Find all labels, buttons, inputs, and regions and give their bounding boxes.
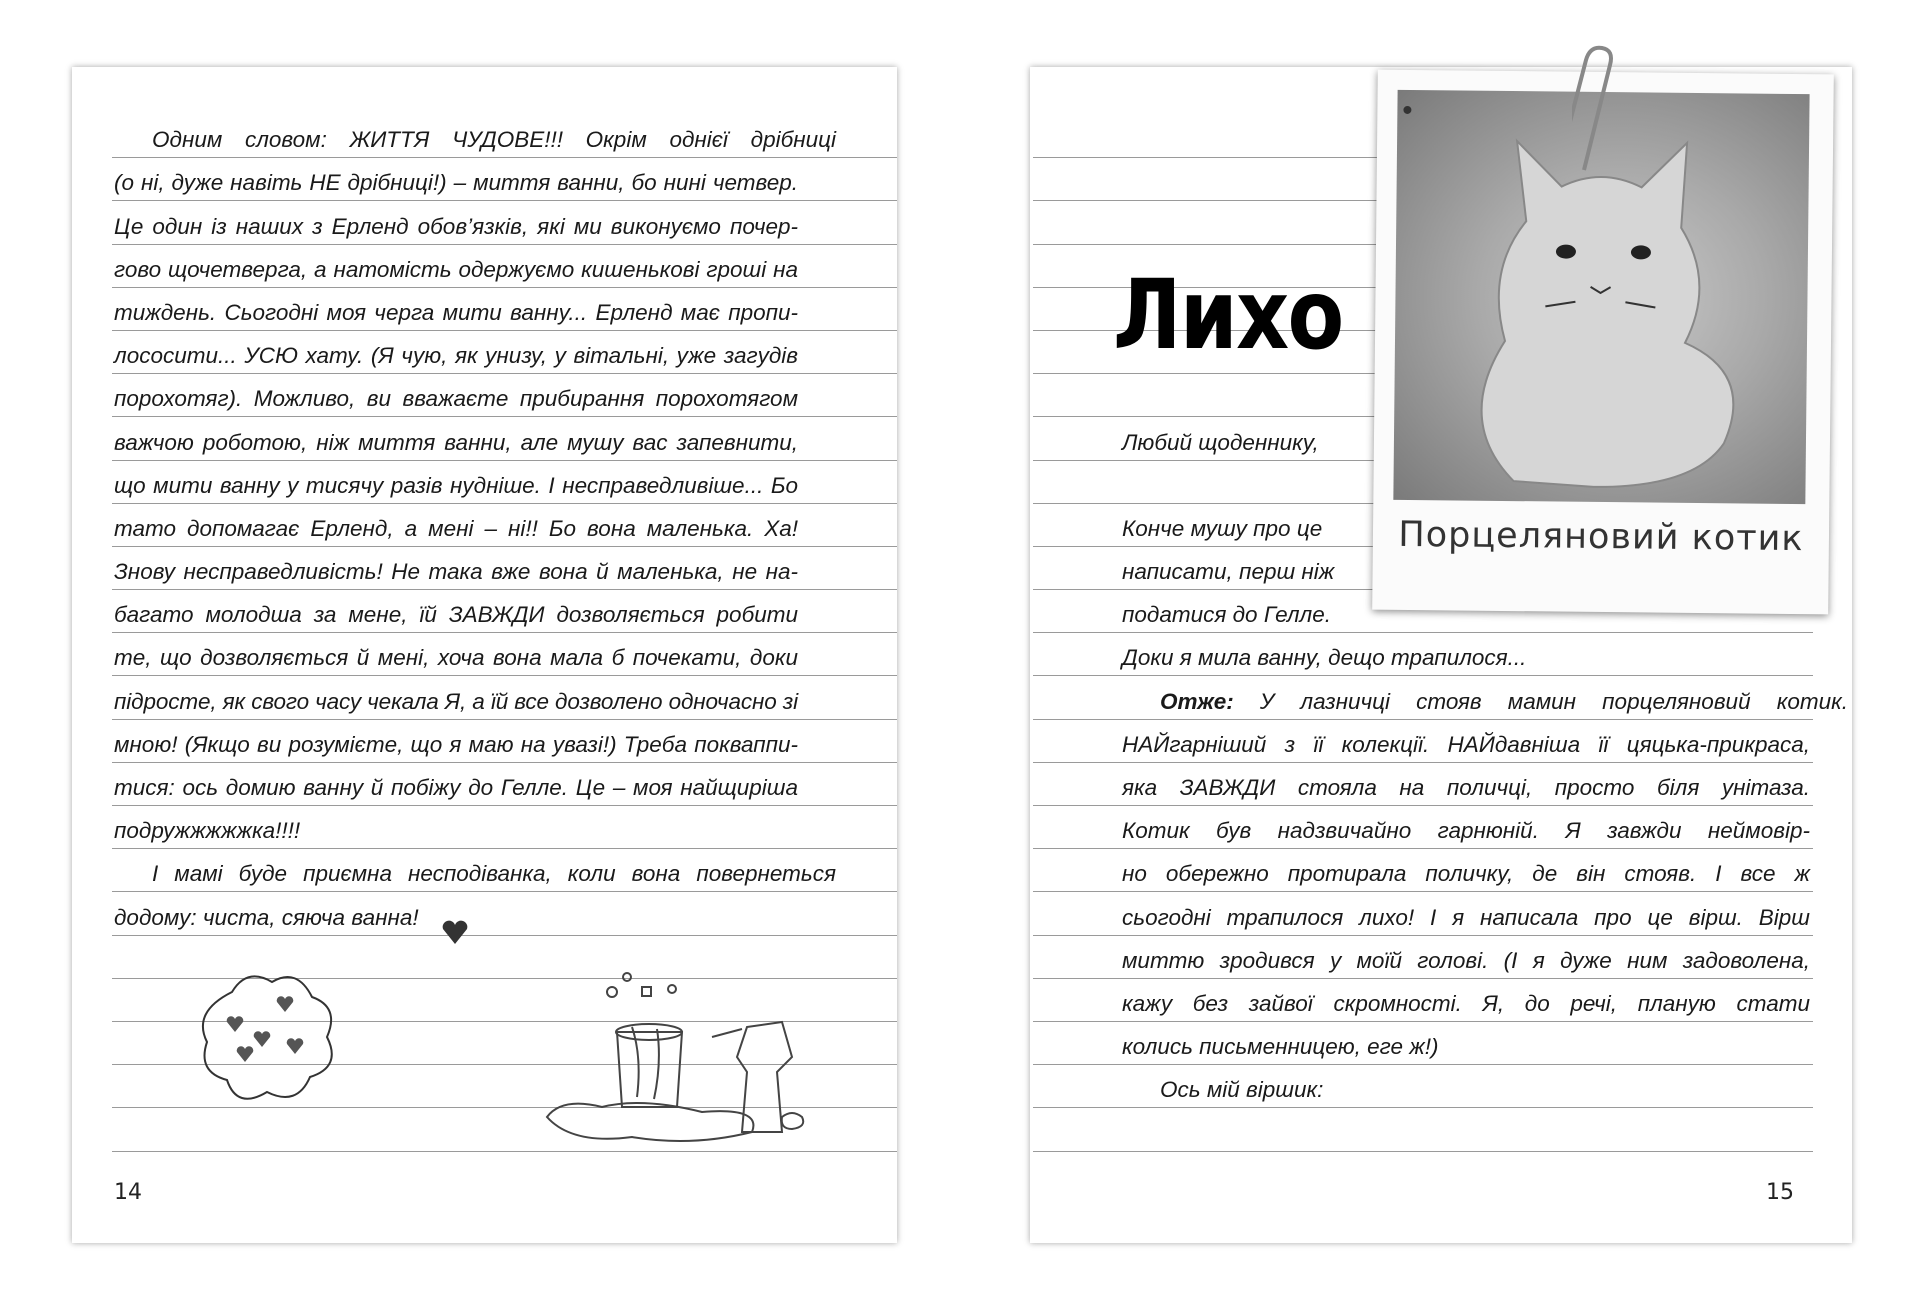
line-text: те, що дозволяється й мені, хоча вона мала б почекати, доки — [114, 645, 798, 671]
text-line — [114, 558, 798, 586]
text-line — [1122, 860, 1810, 888]
line-text: кажу без зайвої скромності. Я, до речі, планую стати — [1122, 990, 1810, 1016]
text-line — [114, 385, 798, 413]
line-text: но обережно протирала поличку, де він стояв. І все ж — [1122, 861, 1810, 887]
line-text: додому: чиста, сяюча ванна! — [114, 904, 419, 930]
text-line-content — [1122, 1034, 1439, 1059]
ruled-line — [112, 417, 897, 460]
line-text: миттю зродився у моїй голові. (І я дуже ним задоволена, — [1122, 947, 1810, 973]
text-line-content — [114, 257, 798, 282]
text-line-content — [114, 559, 798, 584]
text-line — [114, 860, 836, 888]
line-text: Конче мушу про це — [1122, 515, 1323, 541]
ruled-line — [1033, 806, 1813, 849]
text-line — [1122, 644, 1526, 672]
line-text: написати, перш ніж — [1122, 559, 1335, 585]
line-text: сьогодні трапилося лихо! І я написала про це вірш. Вірш — [1122, 904, 1810, 930]
line-text: подружжжжжка!!!! — [114, 818, 301, 844]
line-text: колись письменницею, еге ж!) — [1122, 1034, 1439, 1060]
ruled-line — [112, 115, 897, 158]
ruled-line — [112, 461, 897, 504]
text-line-content — [1122, 732, 1810, 757]
ruled-line — [112, 331, 897, 374]
line-text: податися до Гелле. — [1122, 602, 1331, 628]
text-line — [1122, 947, 1810, 975]
line-text: мною! (Якщо ви розумієте, що я маю на увазі!) Треба покваппи- — [114, 731, 798, 757]
line-text: лососити... УСЮ хату. (Я чую, як унизу, у вітальні, уже загудів — [114, 343, 798, 369]
text-line-content — [152, 127, 836, 152]
line-text: У лазничці стояв мамин порцеляновий котик. — [1233, 688, 1848, 714]
ruled-line — [112, 590, 897, 633]
text-line-content — [114, 689, 798, 714]
ruled-line — [1033, 1065, 1813, 1108]
text-line — [1122, 774, 1810, 802]
text-line — [1122, 601, 1331, 629]
line-text: НАЙгарніший з її колекції. НАЙдавніша її цяцька-прикраса, — [1122, 731, 1810, 757]
text-line-content — [1122, 645, 1526, 670]
ruled-line — [112, 158, 897, 201]
text-line-content — [114, 214, 798, 239]
text-line — [1122, 990, 1810, 1018]
text-line-content — [114, 602, 798, 627]
text-line — [1122, 1076, 1323, 1104]
text-line — [114, 904, 419, 932]
line-text: що мити ванну у тисячу разів нудніше. І несправедливіше... Бо — [114, 472, 798, 498]
paperclip-icon — [1572, 45, 1622, 175]
line-text: тиждень. Сьогодні моя черга мити ванну... Ерленд має пропи- — [114, 299, 798, 325]
text-line — [1122, 429, 1319, 457]
text-line — [114, 169, 798, 197]
text-line-content — [114, 645, 798, 670]
ruled-line — [112, 504, 897, 547]
text-line — [114, 644, 798, 672]
ruled-line — [112, 547, 897, 590]
line-text: Любий щоденнику, — [1122, 429, 1319, 455]
text-line-content — [1122, 602, 1331, 627]
text-line — [1122, 1033, 1439, 1061]
text-line — [114, 256, 798, 284]
ruled-line — [112, 763, 897, 806]
line-text: Ось мій віршик: — [1160, 1077, 1324, 1103]
text-line — [114, 731, 798, 759]
line-text: тися: ось домию ванну й побіжу до Гелле. Це – моя найщиріша — [114, 775, 798, 800]
line-text: Це один із наших з Ерленд обов’язків, які ми виконуємо почер- — [114, 213, 798, 239]
text-line-content — [114, 473, 798, 498]
line-text: Котик був надзвичайно гарнюній. Я завжди неймовір- — [1122, 818, 1810, 844]
line-text: (о ні, дуже навіть НЕ дрібниці!) – миття ванни, бо нині четвер. — [114, 170, 798, 196]
ruled-line — [1033, 720, 1813, 763]
ruled-line — [1033, 849, 1813, 892]
text-line-content — [114, 170, 798, 195]
text-line — [114, 774, 798, 802]
ruled-line — [112, 245, 897, 288]
text-line — [114, 342, 798, 370]
text-line — [114, 515, 798, 543]
ruled-line — [112, 374, 897, 417]
text-line — [1122, 731, 1810, 759]
line-text: Доки я мила ванну, дещо трапилося... — [1122, 645, 1527, 671]
chapter-title: Лихо — [1113, 259, 1343, 371]
ruled-line — [1033, 763, 1813, 806]
text-line — [1122, 817, 1810, 845]
text-line — [1122, 558, 1334, 586]
ruled-line — [112, 676, 897, 719]
ruled-line — [1033, 676, 1848, 719]
bold-lead: Отже: — [1160, 688, 1234, 714]
text-line-content — [114, 516, 798, 541]
text-line — [114, 817, 300, 845]
ruled-line — [112, 720, 897, 763]
text-line-content — [1122, 559, 1334, 584]
ruled-line — [1033, 633, 1813, 676]
text-line-content — [1122, 948, 1810, 973]
text-line-content — [1160, 689, 1848, 714]
line-text: порохотяг). Можливо, ви вважаєте прибирання порохотягом — [114, 386, 798, 412]
ruled-line — [1033, 936, 1813, 979]
text-line — [114, 126, 836, 154]
text-line — [114, 688, 798, 716]
text-line — [114, 601, 798, 629]
text-line-content — [114, 343, 798, 368]
text-line-content — [114, 430, 798, 455]
line-text: важчою роботою, ніж миття ванни, але мушу вас запевнити, — [114, 429, 798, 455]
text-line — [114, 429, 798, 457]
heart-icon — [440, 917, 470, 947]
line-text: багато молодша за мене, їй ЗАВЖДИ дозволяється робити — [114, 602, 798, 628]
text-line-content — [1160, 1077, 1323, 1102]
text-line-content — [114, 300, 798, 325]
line-text: Одним словом: ЖИТТЯ ЧУДОВЕ!!! Окрім однієї дрібниці — [152, 127, 836, 153]
ruled-line — [1033, 892, 1813, 935]
text-line-content — [114, 905, 419, 930]
line-text: підросте, як свого часу чекала Я, а їй все дозволено одночасно зі — [114, 688, 798, 714]
text-line-content — [1122, 991, 1810, 1016]
page-number: 14 — [114, 1180, 142, 1205]
ruled-line — [1033, 1022, 1813, 1065]
text-line-content — [114, 732, 798, 757]
ruled-line — [112, 201, 897, 244]
text-line-content — [152, 861, 836, 886]
text-line-content — [1122, 775, 1810, 800]
line-text: яка ЗАВЖДИ стояла на поличці, просто біля унітаза. — [1122, 775, 1810, 800]
text-line-content — [1122, 430, 1319, 455]
right-page — [1030, 67, 1852, 1243]
ruled-line — [1033, 1108, 1813, 1151]
text-line — [1122, 688, 1848, 716]
ruled-line — [1033, 979, 1813, 1022]
line-text: Знову несправедливість! Не така вже вона й маленька, не на- — [114, 559, 798, 585]
heart-cloud-doodle — [192, 962, 342, 1112]
ruled-line — [112, 892, 897, 935]
line-text: гово щочетверга, а натомість одержуємо кишенькові гроші на — [114, 256, 798, 282]
ruled-line — [112, 633, 897, 676]
page-number: 15 — [1766, 1180, 1794, 1205]
bucket-spray-doodle — [542, 967, 812, 1147]
left-page — [72, 67, 897, 1243]
text-line — [114, 213, 798, 241]
text-line-content — [114, 386, 798, 411]
text-line-content — [1122, 861, 1810, 886]
text-line-content — [1122, 818, 1810, 843]
ruled-line — [112, 288, 897, 331]
ruled-line — [112, 849, 897, 892]
text-line — [114, 472, 798, 500]
text-line-content — [114, 775, 798, 800]
text-line-content — [1122, 516, 1322, 541]
text-line-content — [114, 818, 300, 843]
ruled-line — [112, 806, 897, 849]
line-text: І мамі буде приємна несподіванка, коли вона повернеться — [152, 861, 836, 887]
text-line — [1122, 515, 1322, 543]
text-line — [114, 299, 798, 327]
text-line — [1122, 904, 1810, 932]
photo-caption: Порцеляновий котик — [1398, 514, 1804, 560]
text-line-content — [1122, 905, 1810, 930]
line-text: тато допомагає Ерленд, а мені – ні!! Бо вона маленька. Ха! — [114, 515, 798, 541]
